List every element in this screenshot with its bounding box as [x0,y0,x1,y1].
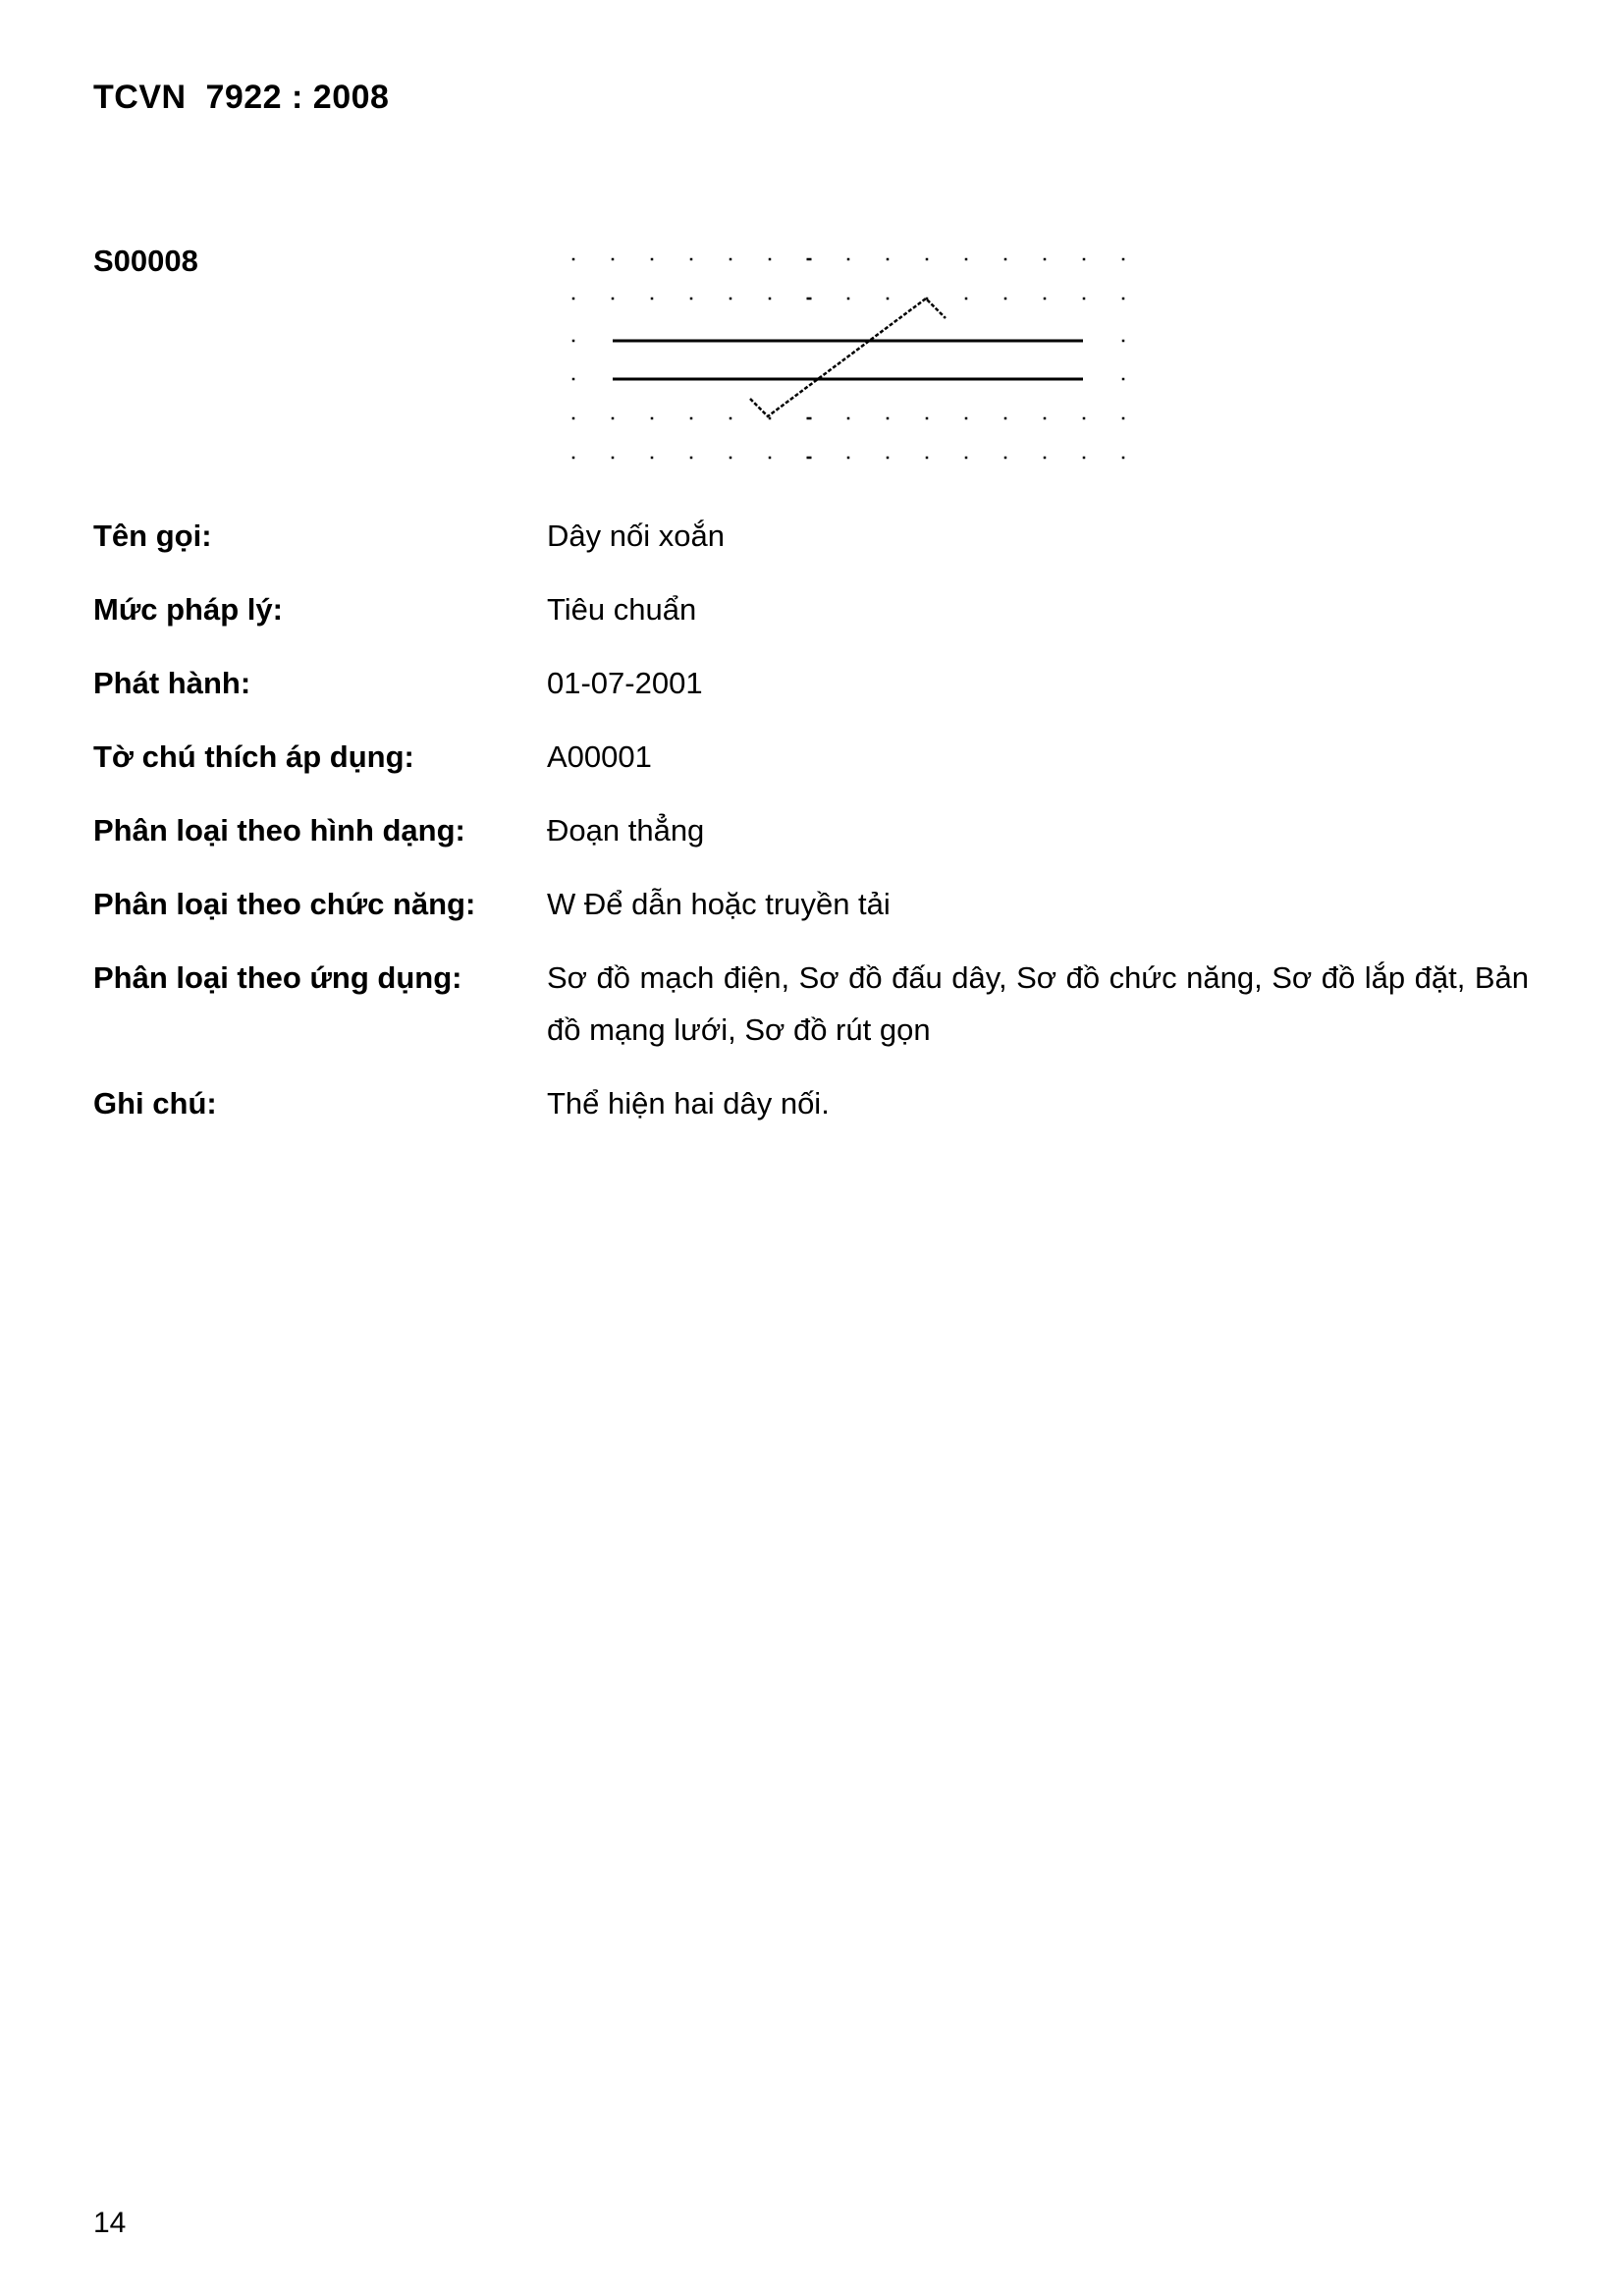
property-label: Mức pháp lý: [93,592,283,627]
grid-dot [769,258,772,261]
grid-dot [1122,258,1125,261]
grid-dot [651,417,654,420]
property-label: Tên gọi: [93,519,212,553]
grid-dot [926,258,929,261]
grid-dot [730,457,732,460]
grid-dot [690,417,693,420]
grid-dot [847,298,850,301]
property-row-name [93,513,1546,562]
grid-dot [1122,298,1125,301]
page-number: 14 [93,2207,127,2239]
grid-dot [572,457,575,460]
property-row-application-class [93,955,1546,1056]
property-row-shape-class [93,807,1546,856]
property-label: Phân loại theo ứng dụng: [93,960,462,995]
grid-dot [730,298,732,301]
grid-dot [887,258,890,261]
document-header: TCVN 7922 : 2008 [93,79,390,116]
grid-dot [690,298,693,301]
property-value: Thể hiện hai dây nối. [547,1086,830,1121]
grid-dot [1044,457,1047,460]
grid-dot [612,298,615,301]
symbol-grid [572,258,1125,460]
grid-dot [1044,258,1047,261]
grid-dot [1004,298,1007,301]
grid-dot [730,258,732,261]
grid-dot [965,258,968,261]
grid-dot [926,457,929,460]
grid-dot [730,417,732,420]
grid-dot [651,298,654,301]
grid-dot [651,258,654,261]
grid-dot [807,258,812,261]
grid-dot [1004,417,1007,420]
symbol-code: S00008 [93,244,198,278]
grid-dot [612,417,615,420]
grid-dot [1044,417,1047,420]
grid-dot [807,417,812,420]
grid-dot [847,258,850,261]
grid-dot [651,457,654,460]
grid-dot [769,298,772,301]
grid-dot [690,258,693,261]
grid-dot [572,298,575,301]
property-value: Tiêu chuẩn [547,592,697,627]
grid-dot [807,457,812,460]
grid-dot [965,457,968,460]
property-label: Phát hành: [93,666,251,700]
property-row-issued [93,660,1546,709]
grid-dot [1122,378,1125,381]
grid-dot [1083,457,1086,460]
property-row-legal-level [93,586,1546,635]
grid-dot [1044,298,1047,301]
grid-dot [769,457,772,460]
grid-dot [1004,457,1007,460]
grid-dot [612,457,615,460]
grid-dot [847,417,850,420]
grid-dot [1122,340,1125,343]
grid-dot [887,417,890,420]
grid-dot [847,457,850,460]
property-row-function-class [93,881,1546,930]
grid-dot [1122,457,1125,460]
property-label: Ghi chú: [93,1086,217,1121]
property-row-annotation-sheet [93,734,1546,783]
property-value: A00001 [547,739,652,774]
property-value: Dây nối xoắn [547,519,725,553]
grid-dot [887,298,890,301]
grid-dot [572,378,575,381]
grid-dot [1083,417,1086,420]
grid-dot [769,417,772,420]
grid-dot [1122,417,1125,420]
property-label: Tờ chú thích áp dụng: [93,739,414,774]
grid-dot [965,417,968,420]
grid-dot [1083,258,1086,261]
grid-dot [926,417,929,420]
twist-stroke [750,299,946,416]
property-value: Đoạn thẳng [547,813,705,847]
property-value: Sơ đồ mạch điện, Sơ đồ đấu dây, Sơ đồ chức năng, Sơ đồ lắp đặt, Bản đồ mạng lưới, Sơ đồ rút gọn [547,960,1529,1047]
grid-dot [612,258,615,261]
property-label: Phân loại theo chức năng: [93,887,476,921]
property-value: 01-07-2001 [547,666,703,700]
property-row-note [93,1080,1546,1129]
grid-dot [690,457,693,460]
property-value: W Để dẫn hoặc truyền tải [547,887,891,921]
grid-dot [807,298,812,301]
grid-dot [887,457,890,460]
property-label: Phân loại theo hình dạng: [93,813,465,847]
grid-dot [572,340,575,343]
grid-dot [572,417,575,420]
grid-dot [965,298,968,301]
symbol-properties [93,513,1546,1154]
grid-dot [1083,298,1086,301]
grid-dot [1004,258,1007,261]
grid-dot [572,258,575,261]
twisted-connection-symbol-icon [550,236,1139,471]
